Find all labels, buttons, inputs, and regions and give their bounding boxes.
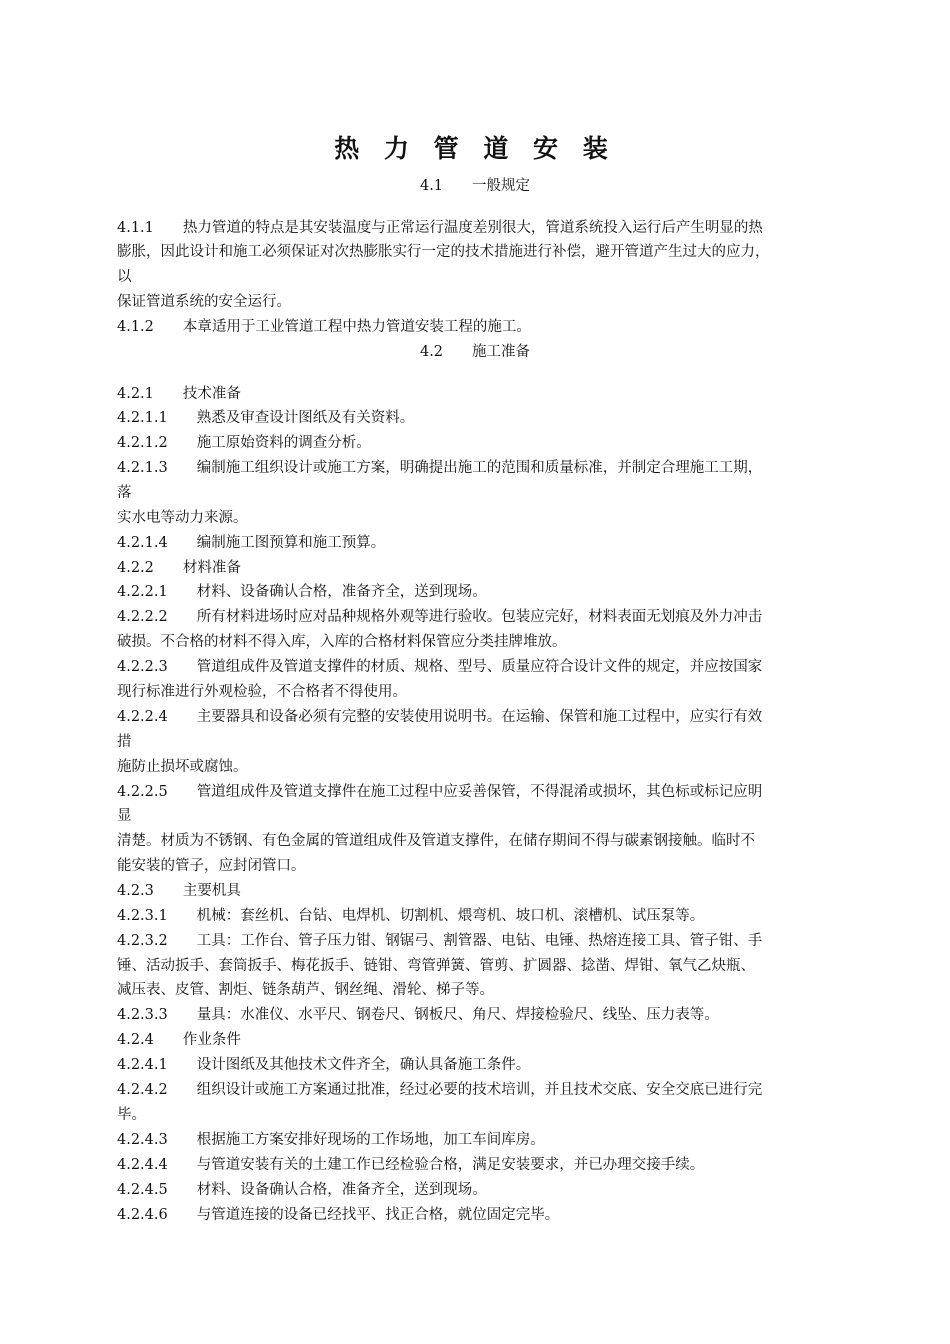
paragraph-line: 4.2.2.2 所有材料进场时应对品种规格外观等进行验收。包装应完好，材料表面无划痕及外力冲击 bbox=[117, 609, 763, 625]
paragraph-line: 4.1.2 本章适用于工业管道工程中热力管道安装工程的施工。 bbox=[117, 319, 531, 335]
paragraph-line: 破损。不合格的材料不得入库，入库的合格材料保管应分类挂牌堆放。 bbox=[117, 634, 567, 650]
paragraph-line: 4.2.4.3 根据施工方案安排好现场的工作场地，加工车间库房。 bbox=[117, 1132, 545, 1148]
page-title: 热 力 管 道 安 装 bbox=[334, 134, 616, 163]
paragraph-line: 4.2.3.1 机械：套丝机、台钻、电焊机、切割机、煨弯机、坡口机、滚槽机、试压泵等。 bbox=[117, 908, 705, 924]
paragraph-line: 4.2.2 材料准备 bbox=[117, 560, 241, 576]
section-heading-4-1: 4.1 一般规定 bbox=[419, 178, 531, 194]
paragraph-line: 措 bbox=[117, 734, 132, 750]
paragraph-line: 减压表、皮管、割炬、链条葫芦、钢丝绳、滑轮、梯子等。 bbox=[117, 982, 494, 998]
section-heading-4-2: 4.2 施工准备 bbox=[419, 344, 531, 360]
paragraph-line: 4.2.3 主要机具 bbox=[117, 883, 241, 899]
paragraph-line: 显 bbox=[117, 808, 132, 824]
paragraph-line: 4.2.1.1 熟悉及审查设计图纸及有关资料。 bbox=[117, 410, 415, 426]
paragraph-line: 现行标准进行外观检验，不合格者不得使用。 bbox=[117, 684, 407, 700]
paragraph-line: 4.2.2.4 主要器具和设备必须有完整的安装使用说明书。在运输、保管和施工过程中，应实行有效 bbox=[117, 709, 763, 725]
paragraph-line: 锤、活动扳手、套筒扳手、梅花扳手、链钳、弯管弹簧、管剪、扩圆器、捻凿、焊钳、氧气乙炔瓶、 bbox=[117, 958, 755, 974]
paragraph-line: 4.2.1.4 编制施工图预算和施工预算。 bbox=[117, 535, 386, 551]
paragraph-line: 4.2.4.6 与管道连接的设备已经找平、找正合格，就位固定完毕。 bbox=[117, 1207, 560, 1223]
paragraph-line: 4.2.3.3 量具：水准仪、水平尺、钢卷尺、钢板尺、角尺、焊接检验尺、线坠、压力表等。 bbox=[117, 1007, 719, 1023]
paragraph-line: 4.2.4.2 组织设计或施工方案通过批准，经过必要的技术培训，并且技术交底、安全交底已进行完 bbox=[117, 1082, 763, 1098]
paragraph-line: 4.2.4 作业条件 bbox=[117, 1032, 241, 1048]
paragraph-line: 实水电等动力来源。 bbox=[117, 510, 248, 526]
paragraph-line: 4.2.4.5 材料、设备确认合格，准备齐全，送到现场。 bbox=[117, 1182, 487, 1198]
paragraph-line: 4.2.3.2 工具：工作台、管子压力钳、钢锯弓、割管器、电钻、电锤、热熔连接工具、管子钳、手 bbox=[117, 933, 763, 949]
paragraph-line: 以 bbox=[117, 269, 132, 285]
paragraph-line: 4.2.2.1 材料、设备确认合格，准备齐全，送到现场。 bbox=[117, 584, 487, 600]
paragraph-line: 4.2.1.3 编制施工组织设计或施工方案，明确提出施工的范围和质量标准，并制定合理施工工期， bbox=[117, 460, 763, 476]
paragraph-line: 4.2.1.2 施工原始资料的调查分析。 bbox=[117, 435, 371, 451]
paragraph-line: 毕。 bbox=[117, 1107, 146, 1123]
paragraph-line: 保证管道系统的安全运行。 bbox=[117, 294, 291, 310]
paragraph-line: 4.1.1 热力管道的特点是其安装温度与正常运行温度差别很大，管道系统投入运行后产生明显的热 bbox=[117, 220, 763, 236]
paragraph-line: 4.2.1 技术准备 bbox=[117, 386, 241, 402]
paragraph-line: 4.2.4.4 与管道安装有关的土建工作已经检验合格，满足安装要求，并已办理交接手续。 bbox=[117, 1157, 705, 1173]
paragraph-line: 4.2.4.1 设计图纸及其他技术文件齐全，确认具备施工条件。 bbox=[117, 1057, 531, 1073]
paragraph-line: 4.2.2.5 管道组成件及管道支撑件在施工过程中应妥善保管，不得混淆或损坏，其色标或标记应明 bbox=[117, 784, 763, 800]
paragraph-line: 清楚。材质为不锈钢、有色金属的管道组成件及管道支撑件，在储存期间不得与碳素钢接触。临时不 bbox=[117, 833, 755, 849]
paragraph-line: 落 bbox=[117, 485, 132, 501]
paragraph-line: 4.2.2.3 管道组成件及管道支撑件的材质、规格、型号、质量应符合设计文件的规定，并应按国家 bbox=[117, 659, 763, 675]
paragraph-line: 膨胀，因此设计和施工必须保证对次热膨胀实行一定的技术措施进行补偿，避开管道产生过大的应力， bbox=[117, 244, 770, 260]
paragraph-line: 施防止损坏或腐蚀。 bbox=[117, 759, 248, 775]
paragraph-line: 能安装的管子，应封闭管口。 bbox=[117, 858, 306, 874]
